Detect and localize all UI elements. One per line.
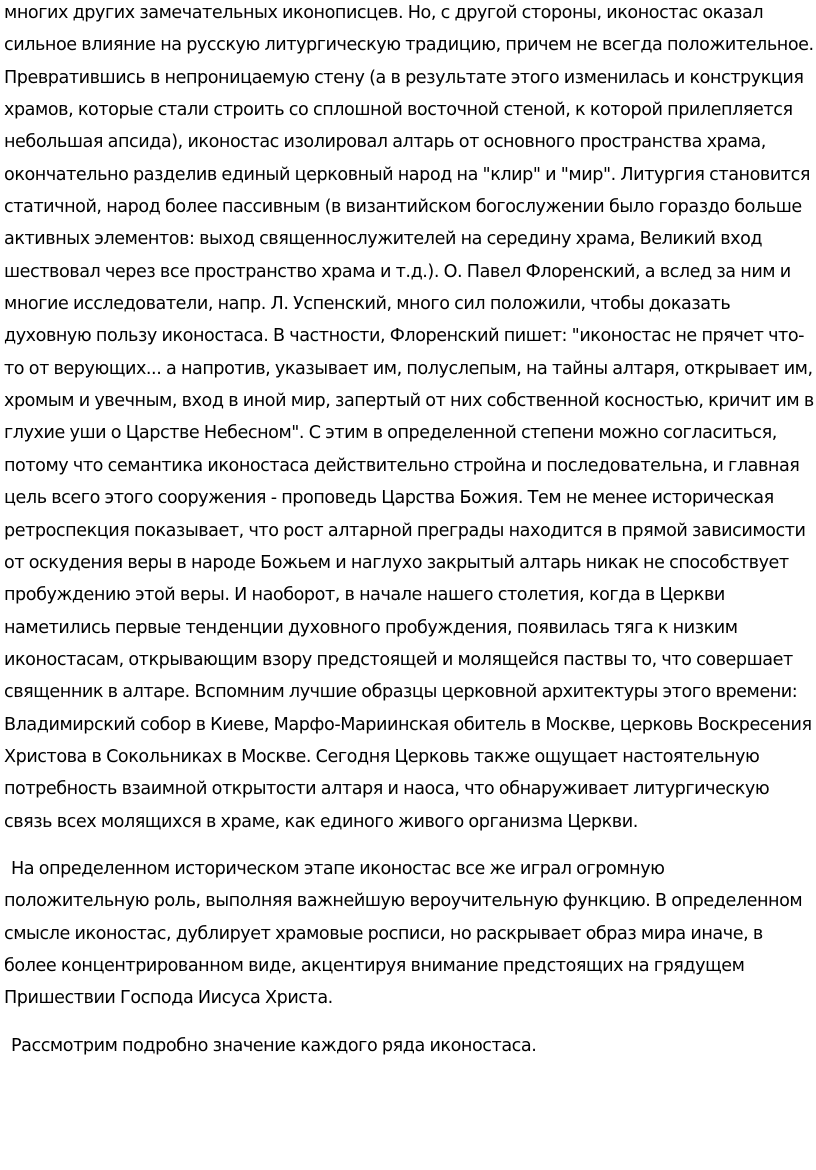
paragraph-rows-intro: Рассмотрим подробно значение каждого ряда иконостаса.	[11, 1035, 537, 1056]
paragraph-iconostasis-role: На определенном историческом этапе иконостас все же играл огромную положительную роль, выполняя важнейшую вероучительную функцию. В определенном смысле иконостас, дублирует храмовые росписи, но раскрывает образ мира иначе, в более концентрированном виде, акцентируя внимание предстоящих на грядущем Пришествии Господа Иисуса Христа.	[4, 858, 803, 1009]
paragraph-iconostasis-influence: многих других замечательных иконописцев. Но, с другой стороны, иконостас оказал сильное влияние на русскую литургическую традицию, причем не всегда положительное. Превратившись в непроницаемую стену (а в результате этого изменилась и конструкция храмов, которые стали строить со сплошной восточной стеной, к которой прилепляется небольшая апсида), иконостас изолировал алтарь от основного пространства храма, окончательно разделив единый церковный народ на "клир" и "мир". Литургия становится статичной, народ более пассивным (в византийском богослужении было гораздо больше активных элементов: выход священнослужителей на середину храма, Великий вход шествовал через все пространство храма и т.д.). О. Павел Флоренский, а вслед за ним и многие исследователи, напр. Л. Успенский, много сил положили, чтобы доказать духовную пользу иконостаса. В частности, Флоренский пишет: "иконостас не прячет что-то от верующих... а напротив, указывает им, полуслепым, на тайны алтаря, открывает им, хромым и увечным, вход в иной мир, запертый от них собственной косностью, кричит им в глухие уши о Царстве Небесном". С этим в определенной степени можно согласиться, потому что семантика иконостаса действительно стройна и последовательна, и главная цель всего этого сооружения - проповедь Царства Божия. Тем не менее историческая ретроспекция показывает, что рост алтарной преграды находится в прямой зависимости от оскудения веры в народе Божьем и наглухо закрытый алтарь никак не способствует пробуждению этой веры. И наоборот, в начале нашего столетия, когда в Церкви наметились первые тенденции духовного пробуждения, появилась тяга к низким иконостасам, открывающим взору предстоящей и молящейся паствы то, что совершает священник в алтаре. Вспомним лучшие образцы церковной архитектуры этого времени: Владимирский собор в Киеве, Марфо-Мариинская обитель в Москве, церковь Воскресения Христова в Сокольниках в Москве. Сегодня Церковь также ощущает настоятельную потребность взаимной открытости алтаря и наоса, что обнаруживает литургическую связь всех молящихся в храме, как единого живого организма Церкви.	[4, 3, 814, 832]
